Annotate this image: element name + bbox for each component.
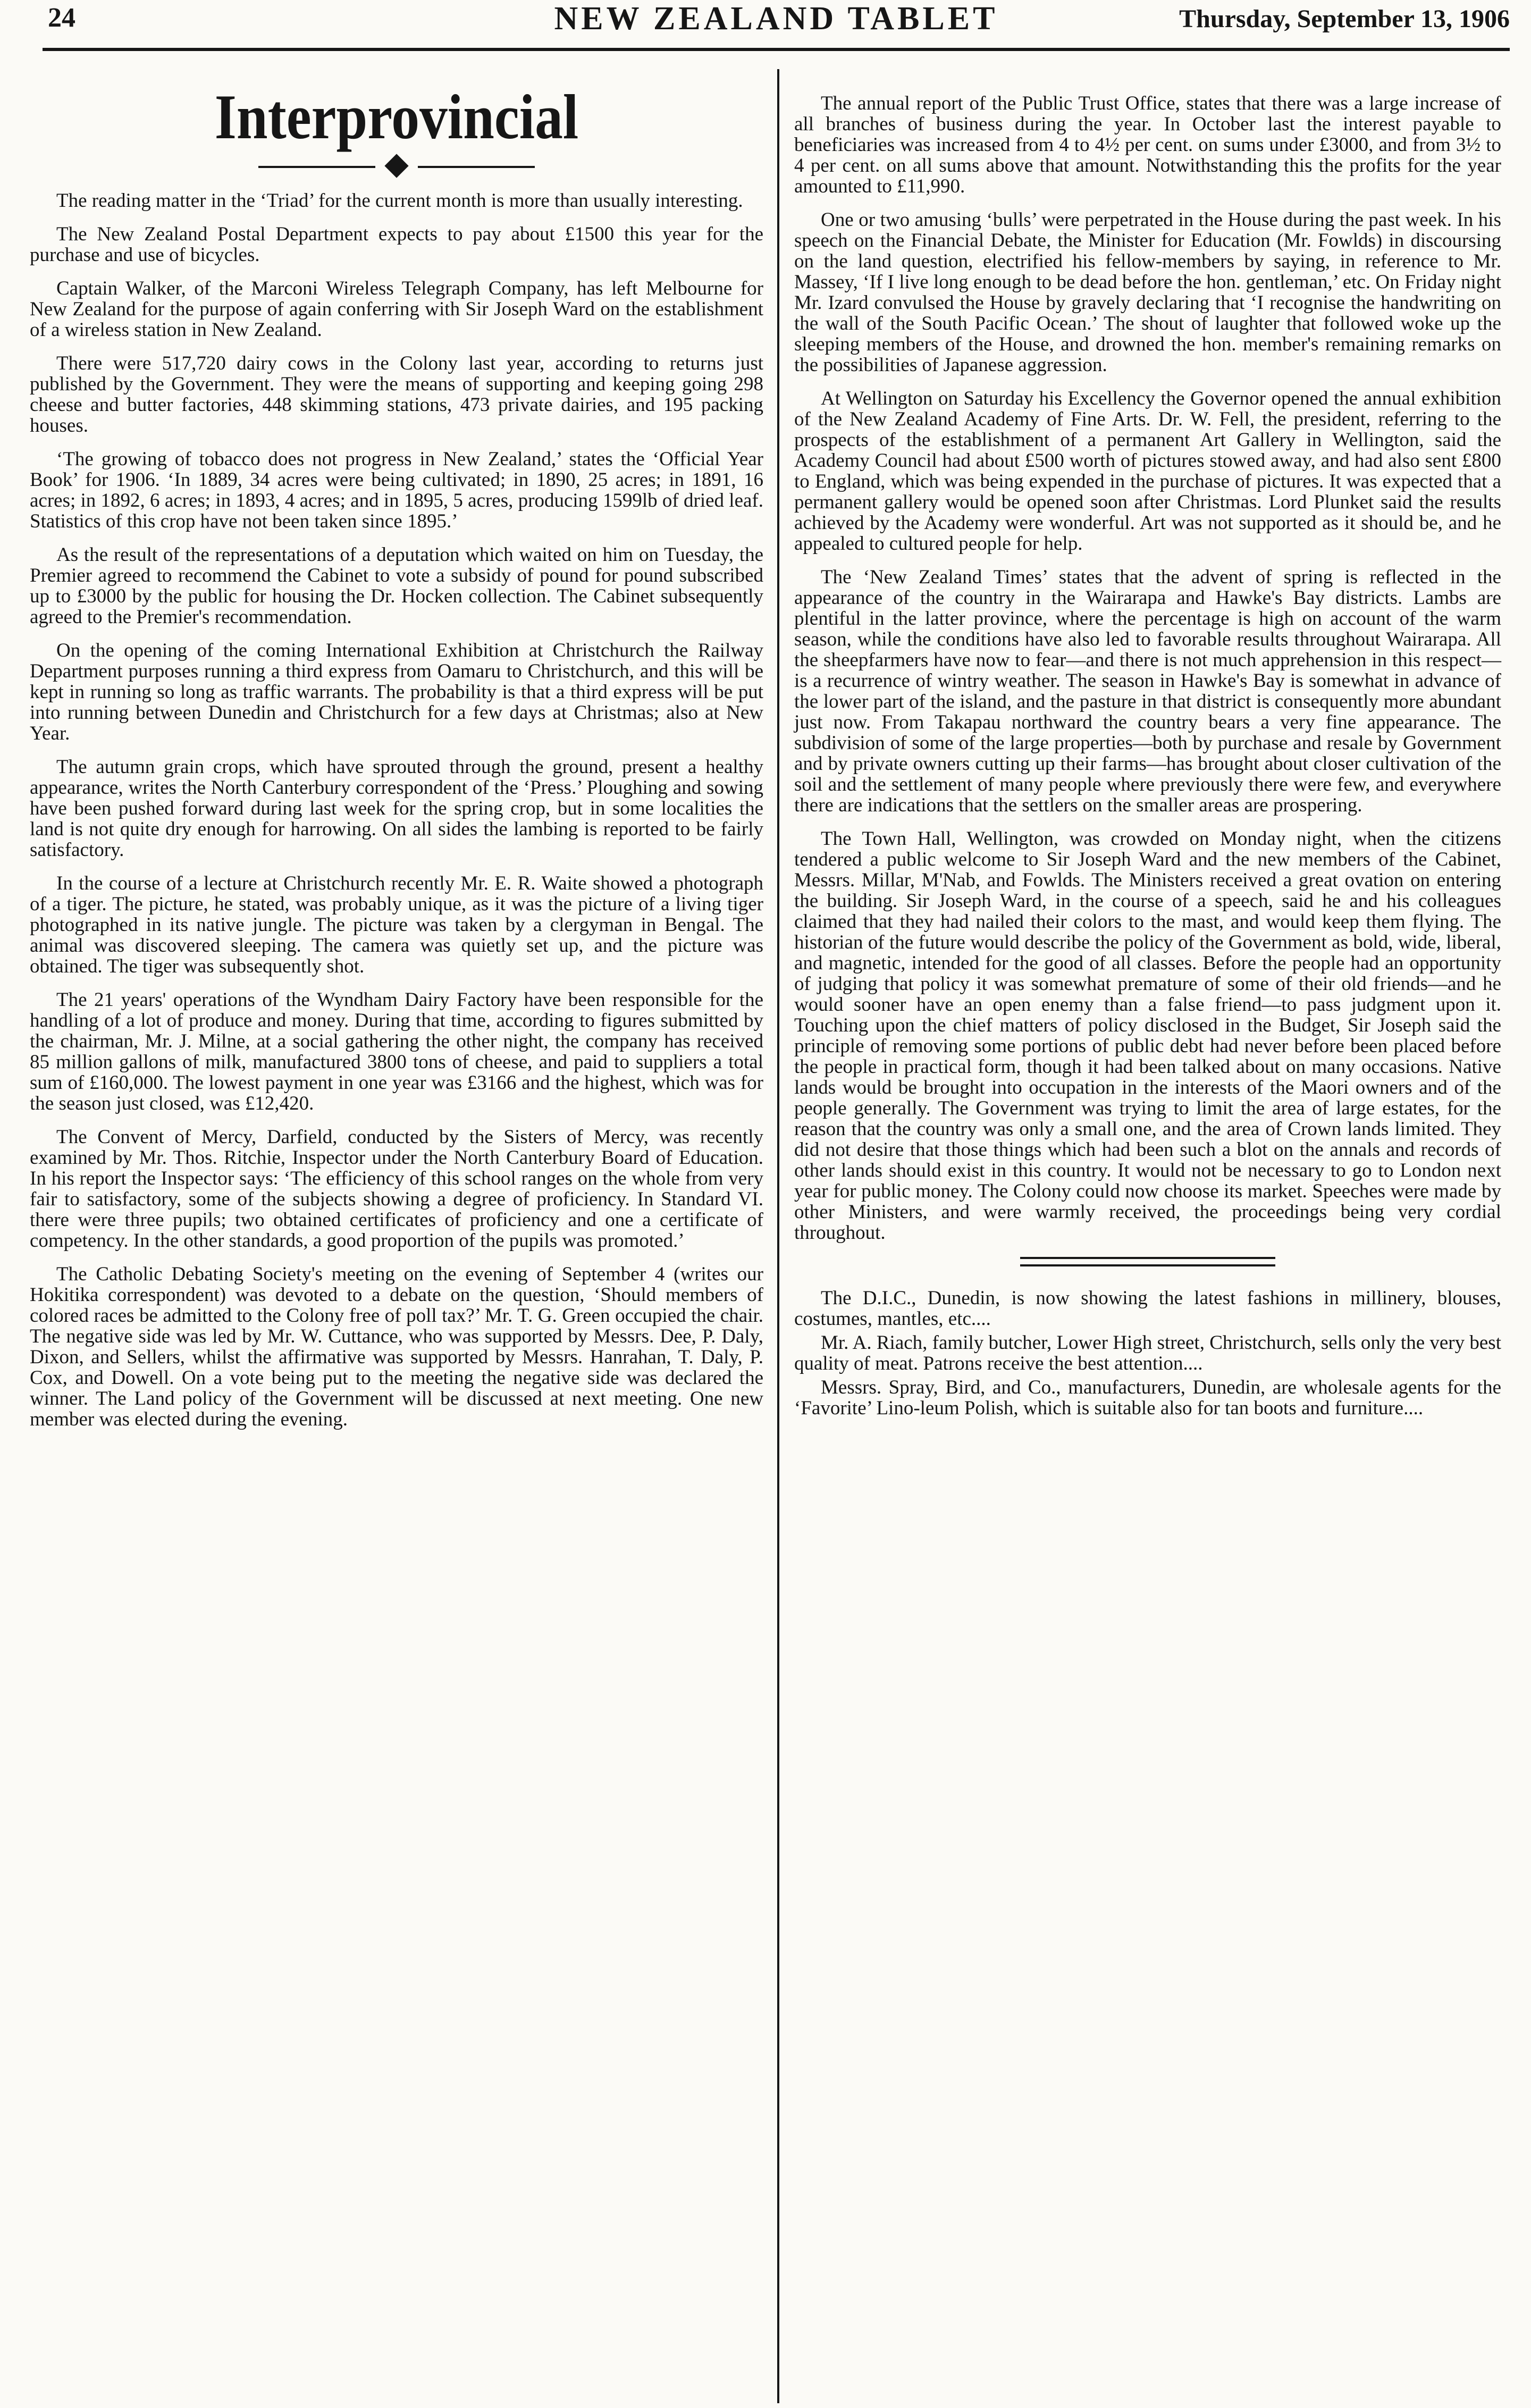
section-end-rule bbox=[1020, 1257, 1275, 1266]
news-item-convent-darfield: The Convent of Mercy, Darfield, conducted by the Sisters of Mercy, was recently examined by Mr. Thos. Ritchie, Inspector under the North Canterbury Board of Education. In his report the Inspector says: ‘The efficiency of this school ranges on the whole from very fair to satisfactory, some of the subjects showing a degree of proficiency. In Standard VI. there were three pupils; two obtained certificates of proficiency and one a certificate of competency. In the other standards, a good proportion of the pupils was promoted.’ bbox=[30, 1126, 763, 1252]
diamond-ornament-icon bbox=[384, 154, 408, 178]
news-item-public-trust: The annual report of the Public Trust Office, states that there was a large increase of all branches of business during the year. In October last the interest payable to beneficiaries was increased from 4 to 4½ per cent. on sums under £3000, and from 3½ to 4 per cent. on all sums above that amount. Notwithstanding this the profits for the year amounted to £11,990. bbox=[794, 93, 1501, 197]
masthead bbox=[43, 0, 1510, 51]
notice-riach: Mr. A. Riach, family butcher, Lower High street, Christchurch, sells only the very best quality of meat. Patrons receive the best attention.... bbox=[794, 1332, 1501, 1374]
heading-ornament bbox=[258, 156, 535, 178]
news-item-postal-bicycles: The New Zealand Postal Department expects to pay about £1500 this year for the purchase and use of bicycles. bbox=[30, 223, 763, 266]
column-divider bbox=[777, 69, 779, 2403]
news-item-marconi: Captain Walker, of the Marconi Wireless Telegraph Company, has left Melbourne for New Zealand for the purpose of again conferring with Sir Joseph Ward on the establishment of a wireless station in New Zealand. bbox=[30, 278, 763, 341]
news-item-wyndham-dairy: The 21 years' operations of the Wyndham Dairy Factory have been responsible for the handling of a lot of produce and money. During that time, according to figures submitted by the chairman, Mr. J. Milne, at a social gathering the other night, the company has received 85 million gallons of milk, manufactured 3800 tons of cheese, and paid to suppliers a total sum of £160,000. The lowest payment in one year was £3166 and the highest, which was for the season just closed, was £12,420. bbox=[30, 989, 763, 1114]
news-item-tiger-photo: In the course of a lecture at Christchurch recently Mr. E. R. Waite showed a photograph of a tiger. The picture, he stated, was probably unique, as it was the picture of a living tiger photographed in its native jungle. The picture was taken by a clergyman in Bengal. The animal was discovered sleeping. The camera was quietly set up, and the picture was obtained. The tiger was subsequently shot. bbox=[30, 872, 763, 977]
news-item-fine-arts: At Wellington on Saturday his Excellency the Governor opened the annual exhibition of the New Zealand Academy of Fine Arts. Dr. W. Fell, the president, referring to the prospects of the establishment of a permanent Art Gallery in Wellington, said the Academy Council had about £500 worth of pictures stowed away, and had also sent £800 to England, which was being expended in the purchase of pictures. It was expected that a permanent gallery would be opened soon after Christmas. Lord Plunket said the results achieved by the Academy were wonderful. Art was not supported as it should be, and he appealed to cultured people for help. bbox=[794, 388, 1501, 555]
news-item-bulls: One or two amusing ‘bulls’ were perpetrated in the House during the past week. In his speech on the Financial Debate, the Minister for Education (Mr. Fowlds) in discoursing on the land question, electrified his fellow-members by saying, in reference to Mr. Massey, ‘If I live long enough to be dead before the hon. gentleman,’ etc. On Friday night Mr. Izard convulsed the House by gravely declaring that ‘I recognise the handwriting on the wall of the South Pacific Ocean.’ The shout of laughter that followed woke up the sleeping members of the House, and drowned the hon. member's remaining remarks on the possibilities of Japanese aggression. bbox=[794, 209, 1501, 376]
issue-date: Thursday, September 13, 1906 bbox=[1179, 5, 1510, 33]
left-column bbox=[30, 80, 763, 1442]
news-item-spring-wairarapa: The ‘New Zealand Times’ states that the advent of spring is reflected in the appearance of the country in the Wairarapa and Hawke's Bay districts. Lambs are plentiful in the latter province, where the percentage is high on account of the warm season, while the conditions have also led to favorable results throughout Wairarapa. All the sheepfarmers have now to fear—and there is not much apprehension in this respect—is a recurrence of wintry weather. The season in Hawke's Bay is somewhat in advance of the lower part of the island, and the pasture in that district is consequently more abundant just now. From Takapau northward the country bears a very fine appearance. The subdivision of some of the large properties—both by purchase and resale by Government and by private owners cutting up their farms—has brought about closer cultivation of the soil and the settlement of many people where previously there were few, and everywhere there are indications that the settlers on the smaller areas are prospering. bbox=[794, 566, 1501, 816]
news-item-debating-society: The Catholic Debating Society's meeting on the evening of September 4 (writes our Hokitika correspondent) was devoted to a debate on the question, ‘Should members of colored races be admitted to the Colony free of poll tax?’ Mr. T. G. Green occupied the chair. The negative side was led by Mr. W. Cuttance, who was supported by Messrs. Dee, P. Daly, Dixon, and Sellers, whilst the affirmative was supported by Messrs. Hanrahan, T. Daly, P. Cox, and Dowell. On a vote being put to the meeting the negative side was declared the winner. The Land policy of the Government will be discussed at next meeting. One new member was elected during the evening. bbox=[30, 1263, 763, 1430]
right-column bbox=[794, 93, 1501, 1422]
news-item-tobacco: ‘The growing of tobacco does not progress in New Zealand,’ states the ‘Official Year Book’ for 1906. ‘In 1889, 34 acres were being cultivated; in 1890, 25 acres; in 1891, 16 acres; in 1892, 6 acres; in 1893, 4 acres; and in 1895, 5 acres, producing 1599lb of dried leaf. Statistics of this crop have not been taken since 1895.’ bbox=[30, 448, 763, 532]
news-item-town-hall: The Town Hall, Wellington, was crowded on Monday night, when the citizens tendered a public welcome to Sir Joseph Ward and the new members of the Cabinet, Messrs. Millar, M'Nab, and Fowlds. The Ministers received a great ovation on entering the building. Sir Joseph Ward, in the course of a speech, said he and his colleagues claimed that they had nailed their colors to the mast, and would keep them flying. The historian of the future would describe the policy of the Government as bold, wide, liberal, and magnetic, intended for the good of all classes. Before the people had an opportunity of judging that policy it was somewhat premature of some of their old friends—and he would sooner have an open enemy than a false friend—to pass judgment upon it. Touching upon the chief matters of policy disclosed in the Budget, Sir Joseph said the principle of removing some portions of public debt had never before been placed before the people in practical form, though it had been talked about on many occasions. Native lands would be brought into occupation in the interests of the Maori owners and of the people generally. The Government was trying to limit the area of large estates, for the reason that the country was only a small one, and the area of Crown lands limited. They did not desire that those things which had been such a blot on the annals and records of other lands should exist in this country. It would not be necessary to go to London next year for public money. The Colony could now choose its market. Speeches were made by other Ministers, and were warmly received, the proceedings being very cordial throughout. bbox=[794, 828, 1501, 1244]
page-number: 24 bbox=[48, 3, 75, 33]
journal-title: NEW ZEALAND TABLET bbox=[554, 1, 998, 37]
news-item-grain-crops: The autumn grain crops, which have sprouted through the ground, present a healthy appearance, writes the North Canterbury correspondent of the ‘Press.’ Ploughing and sowing have been pushed forward during last week for the spring crop, but in some localities the land is not quite dry enough for harrowing. On all sides the lambing is reported to be fairly satisfactory. bbox=[30, 756, 763, 861]
news-item-triad: The reading matter in the ‘Triad’ for the current month is more than usually interesting. bbox=[56, 190, 743, 212]
section-heading: Interprovincial bbox=[214, 81, 579, 152]
notice-dic: The D.I.C., Dunedin, is now showing the latest fashions in millinery, blouses, costumes, mantles, etc.... bbox=[794, 1287, 1501, 1330]
notice-spray-bird: Messrs. Spray, Bird, and Co., manufacturers, Dunedin, are wholesale agents for the ‘Favorite’ Lino-leum Polish, which is suitable also for tan boots and furniture.... bbox=[794, 1377, 1501, 1419]
news-item-dairy-cows: There were 517,720 dairy cows in the Colony last year, according to returns just published by the Government. They were the means of supporting and keeping going 298 cheese and butter factories, 448 skimming stations, 473 private dairies, and 195 packing houses. bbox=[30, 353, 763, 437]
news-item-exhibition-trains: On the opening of the coming International Exhibition at Christchurch the Railway Department purposes running a third express from Oamaru to Christchurch, and this will be kept in running so long as traffic warrants. The probability is that a third express will be put into running between Dunedin and Christchurch for a few days at Christmas; also at New Year. bbox=[30, 640, 763, 744]
news-item-hocken-collection: As the result of the representations of a deputation which waited on him on Tuesday, the Premier agreed to recommend the Cabinet to vote a subsidy of pound for pound subscribed up to £3000 by the public for housing the Dr. Hocken collection. The Cabinet subsequently agreed to the Premier's recommendation. bbox=[30, 544, 763, 628]
